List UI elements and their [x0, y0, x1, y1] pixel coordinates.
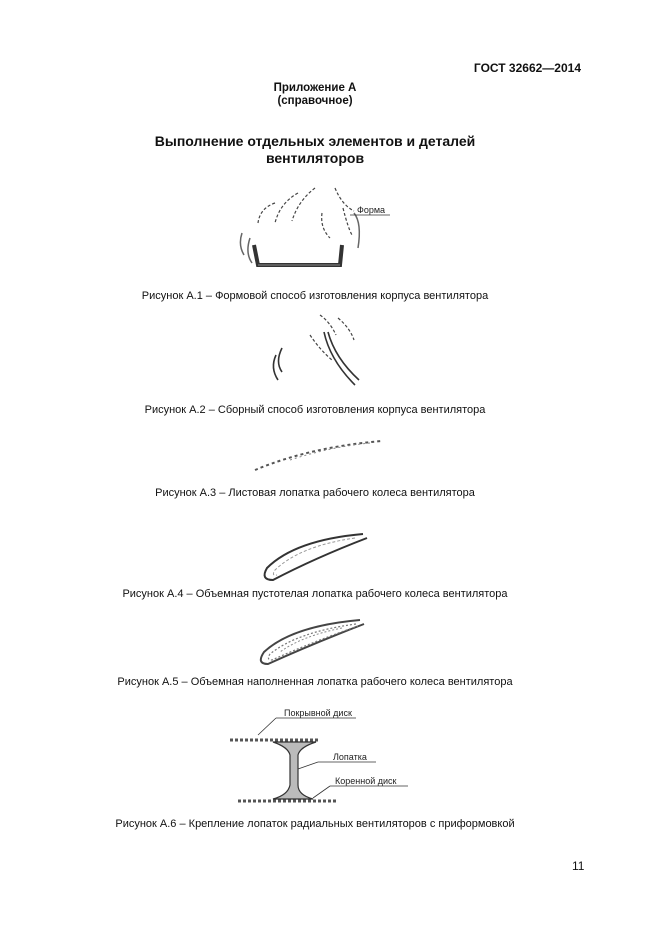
figure-a6-label-cover-disk: Покрывной диск — [284, 708, 352, 718]
annex-title: Приложение А — [273, 82, 357, 94]
figure-a5-drawing — [252, 612, 372, 672]
figure-a6-caption: Рисунок А.6 – Крепление лопаток радиальных вентиляторов с приформовкой — [115, 818, 515, 830]
figure-a6-label-blade: Лопатка — [333, 752, 367, 762]
figure-a2-drawing — [260, 310, 370, 400]
figure-a1-drawing — [230, 183, 410, 283]
figure-a4-caption: Рисунок А.4 – Объемная пустотелая лопатка рабочего колеса вентилятора — [122, 588, 508, 600]
annex-type: (справочное) — [277, 95, 353, 107]
section-title-line1: Выполнение отдельных элементов и деталей — [154, 133, 476, 149]
figure-a1-label-form: Форма — [357, 205, 386, 215]
section-title-line2: вентиляторов — [265, 150, 365, 166]
figure-a2-caption: Рисунок А.2 – Сборный способ изготовления корпуса вентилятора — [144, 404, 486, 416]
figure-a1-caption: Рисунок А.1 – Формовой способ изготовления корпуса вентилятора — [141, 290, 489, 302]
page-number: 11 — [572, 859, 585, 873]
figure-a4-drawing — [255, 528, 375, 588]
figure-a5-caption: Рисунок А.5 – Объемная наполненная лопатка рабочего колеса вентилятора — [117, 676, 513, 688]
standard-number: ГОСТ 32662—2014 — [473, 61, 581, 75]
figure-a6-drawing — [228, 705, 418, 810]
figure-a6-label-root-disk: Коренной диск — [335, 776, 397, 786]
figure-a3-drawing — [250, 435, 390, 475]
figure-a3-caption: Рисунок А.3 – Листовая лопатка рабочего колеса вентилятора — [155, 487, 475, 499]
